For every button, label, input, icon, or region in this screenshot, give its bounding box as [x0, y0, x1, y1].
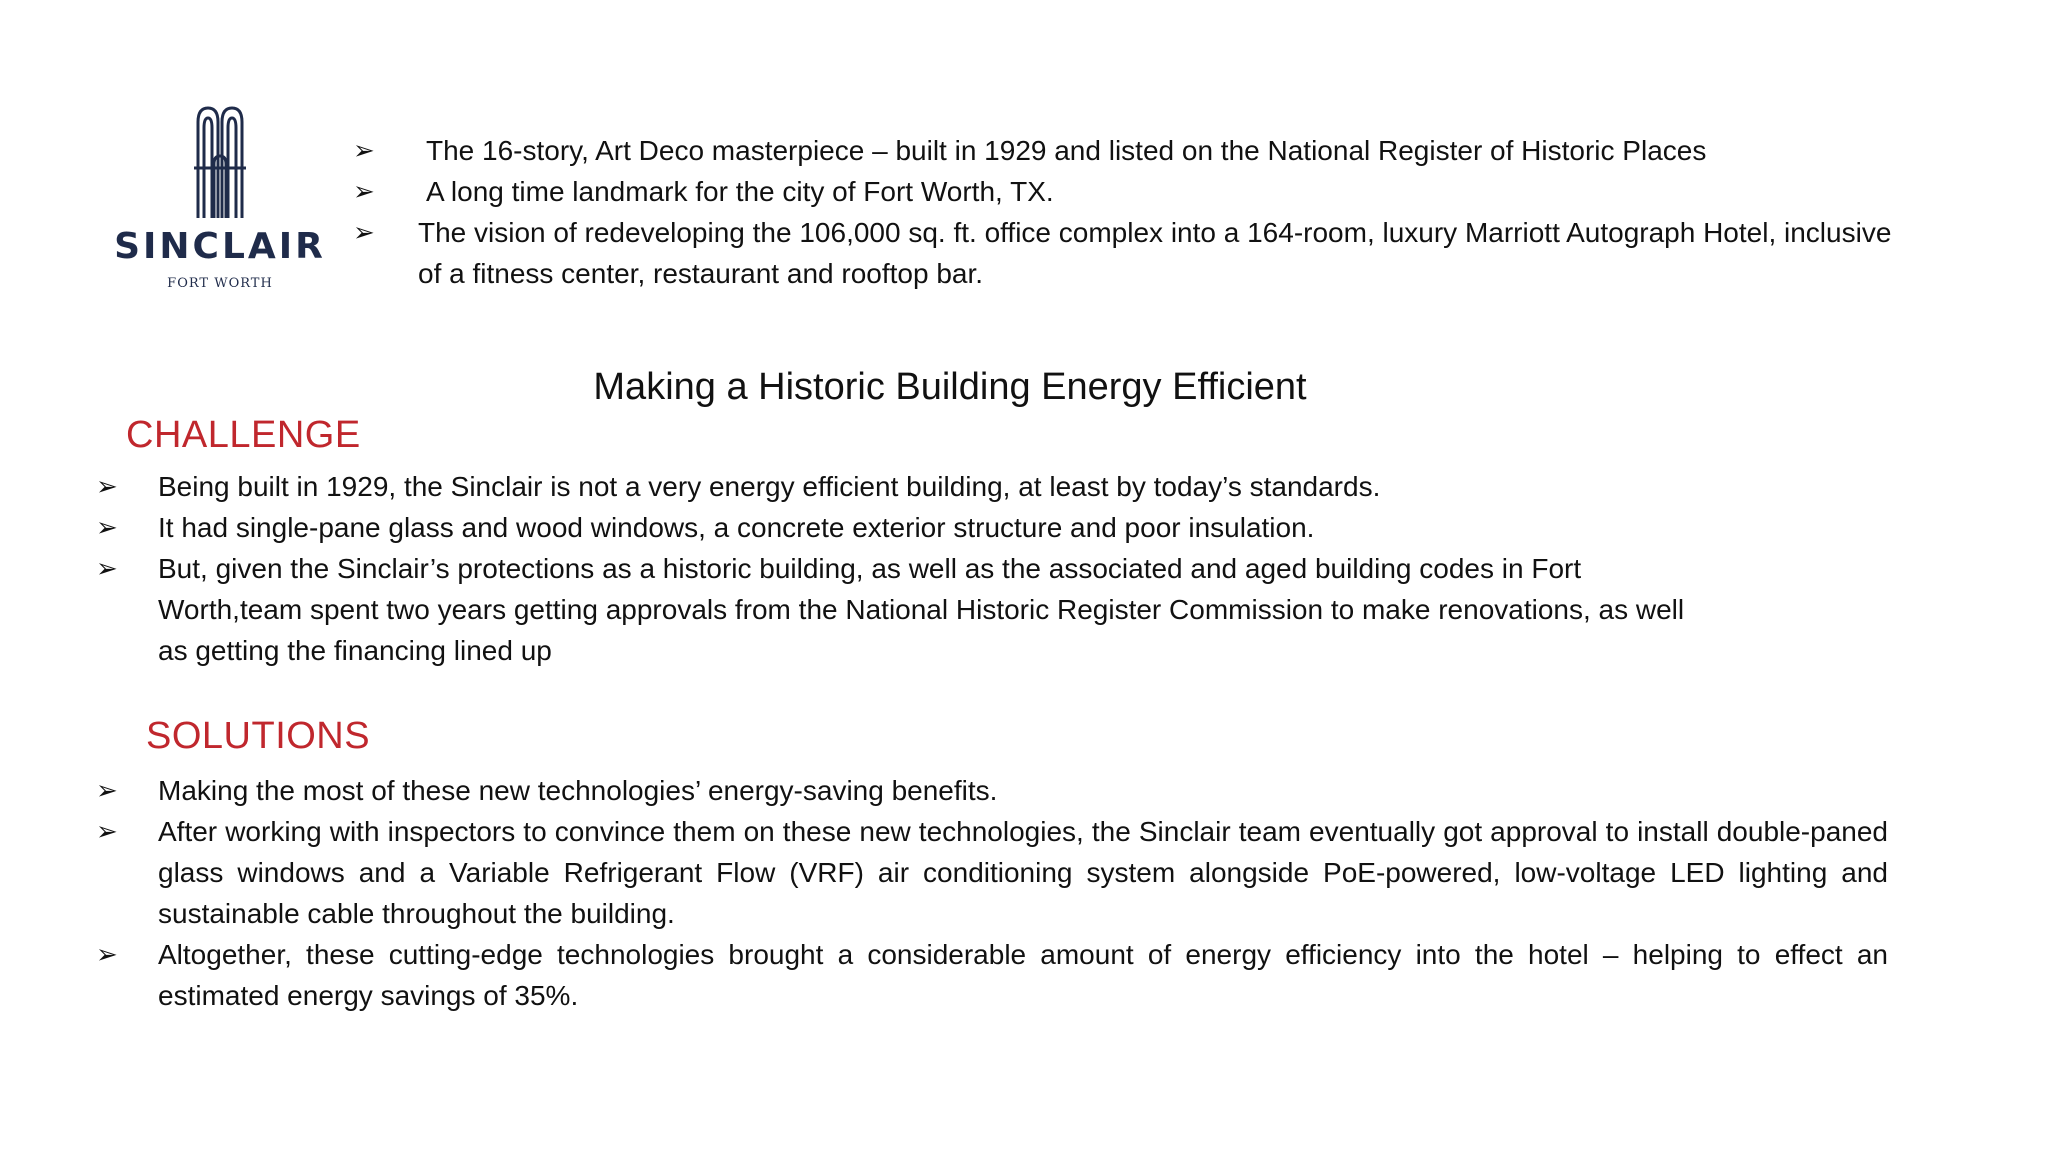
arrow-bullet-icon: ➢ — [96, 512, 118, 542]
solutions-bullet-list — [92, 770, 1888, 1016]
bullet-text: The vision of redeveloping the 106,000 sq. ft. office complex into a 164-room, luxury Marriott Autograph Hotel, inclusive of a fitness center, restaurant and rooftop bar. — [418, 217, 1892, 289]
sinclair-logo — [104, 104, 336, 296]
bullet-text: The 16-story, Art Deco masterpiece – built in 1929 and listed on the National Register of Historic Places — [426, 135, 1707, 166]
bullet-text: But, given the Sinclair’s protections as a historic building, as well as the associated and aged building codes in Fort Worth,team spent two years getting approvals from the National Historic Register Commission to make renovations, as well as getting the financing lined up — [158, 553, 1685, 666]
list-item — [92, 466, 1888, 507]
arrow-bullet-icon: ➢ — [353, 176, 375, 206]
bullet-text: Making the most of these new technologies’ energy-saving benefits. — [158, 775, 998, 806]
slide-title: Making a Historic Building Energy Efficient — [593, 366, 1307, 408]
bullet-text: It had single-pane glass and wood windows, a concrete exterior structure and poor insulation. — [158, 512, 1315, 543]
list-item — [353, 130, 1913, 171]
list-item — [92, 811, 1888, 934]
sinclair-building-mark-icon — [192, 104, 248, 220]
challenge-heading: CHALLENGE — [126, 414, 361, 456]
bullet-text: A long time landmark for the city of Fort Worth, TX. — [426, 176, 1054, 207]
list-item — [92, 934, 1888, 1016]
logo-city: FORT WORTH — [167, 276, 273, 291]
arrow-bullet-icon: ➢ — [96, 775, 118, 805]
arrow-bullet-icon: ➢ — [96, 939, 118, 969]
arrow-bullet-icon: ➢ — [96, 553, 118, 583]
list-item — [92, 548, 1888, 671]
list-item — [92, 507, 1888, 548]
arrow-bullet-icon: ➢ — [353, 135, 375, 165]
arrow-bullet-icon: ➢ — [96, 471, 118, 501]
challenge-bullet-list — [92, 466, 1888, 671]
intro-bullet-list — [353, 130, 1913, 294]
list-item — [353, 212, 1913, 294]
solutions-heading: SOLUTIONS — [146, 715, 371, 757]
arrow-bullet-icon: ➢ — [353, 217, 375, 247]
bullet-text: Being built in 1929, the Sinclair is not a very energy efficient building, at least by today’s standards. — [158, 471, 1381, 502]
list-item — [353, 171, 1913, 212]
logo-wordmark: SINCLAIR — [114, 226, 326, 267]
arrow-bullet-icon: ➢ — [96, 816, 118, 846]
bullet-text: After working with inspectors to convince them on these new technologies, the Sinclair team eventually got approval to install double-paned glass windows and a Variable Refrigerant Flow (VRF) air conditioning system alongside PoE-powered, low-voltage LED lighting and sustainable cable throughout the building. — [158, 816, 1888, 929]
list-item — [92, 770, 1888, 811]
bullet-text: Altogether, these cutting-edge technologies brought a considerable amount of energy efficiency into the hotel – helping to effect an estimated energy savings of 35%. — [158, 939, 1888, 1011]
